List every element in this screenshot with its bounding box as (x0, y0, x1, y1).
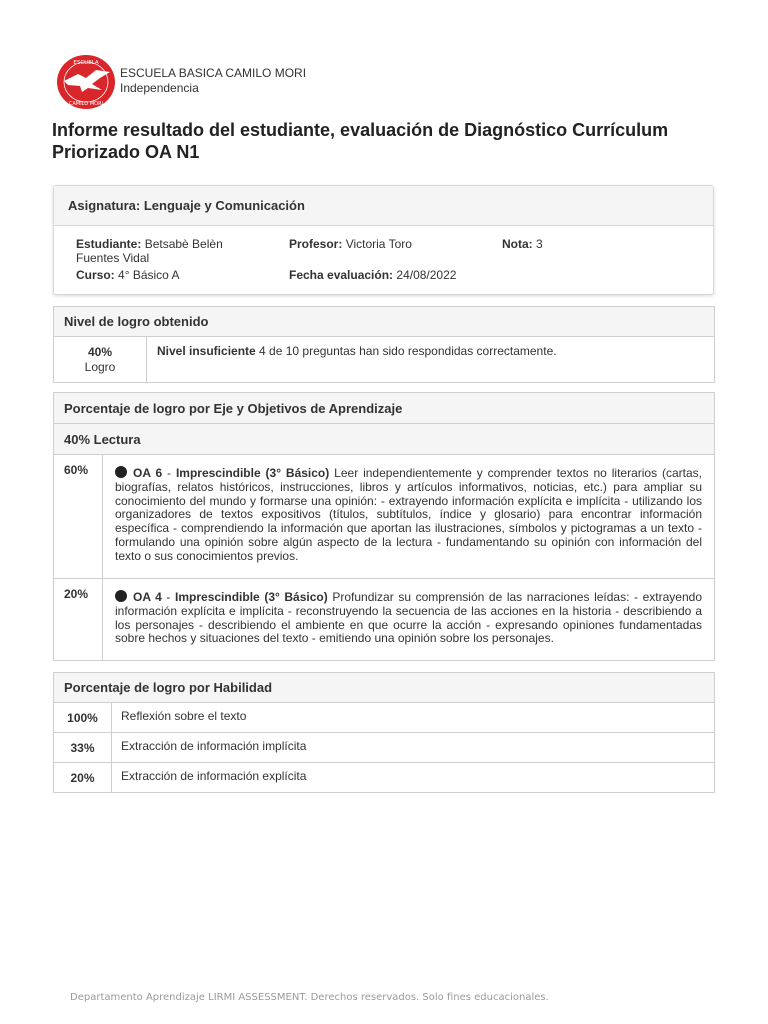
skills-table (53, 672, 715, 793)
student-name: Betsabè Belèn Fuentes Vidal (76, 237, 223, 265)
school-logo (56, 54, 116, 110)
objective-code: OA 4 (133, 590, 162, 604)
subject-heading: Asignatura: Lenguaje y Comunicación (54, 186, 713, 226)
achievement-description-cell (147, 337, 715, 383)
logo-text-top: ESCUELA (73, 60, 99, 66)
skill-row (54, 733, 715, 763)
achievement-percent: 40% (87, 344, 113, 359)
skill-label: Reflexión sobre el texto (112, 703, 715, 733)
achievement-percent-label: Logro (84, 359, 116, 374)
skill-row (54, 763, 715, 793)
teacher-label: Profesor: (289, 237, 343, 251)
objective-description: Leer independientemente y comprender textos no literarios (cartas, biografías, relatos históricos, instrucciones, libros y artículos informativos, noticias, etc.) para ampliar su conocimiento del mundo y formarse una opinión: - extrayendo información explícita e implícita - utilizando los organizadores de textos expositivos (títulos, subtítulos, índice y glosario) para encontrar información específica - comprendiendo la información que aportan las ilustraciones, símbolos y pictogramas a un texto - formulando una opinión sobre algún aspecto de la lectura - fundamentando su opinión con información del texto o sus conocimientos previos. (115, 466, 703, 563)
bullet-icon (115, 590, 127, 602)
school-city: Independencia (120, 81, 199, 95)
skill-percent: 100% (54, 703, 112, 733)
objective-text: OA 6 - Imprescindible (3° Básico) Leer independientemente y comprender textos no literarios (cartas, biografías, relatos históricos, instrucciones, libros y artículos informativos, noticias, etc.) para ampliar su conocimiento del mundo y formarse una opinión: - extrayendo información explícita e implícita - utilizando los organizadores de textos expositivos (títulos, subtítulos, índice y glosario) para encontrar información específica - comprendiendo la información que aportan las ilustraciones, símbolos y pictogramas a un texto - formulando una opinión sobre algún aspecto de la lectura - fundamentando su opinión con información del texto o sus conocimientos previos. (103, 455, 715, 579)
objective-tag: Imprescindible (3° Básico) (175, 590, 328, 604)
grade-field (502, 237, 543, 251)
skill-label: Extracción de información implícita (112, 733, 715, 763)
objective-percent: 20% (54, 579, 103, 661)
skill-percent: 33% (54, 733, 112, 763)
date-label: Fecha evaluación: (289, 268, 394, 282)
achievement-heading: Nivel de logro obtenido (54, 307, 715, 337)
achievement-percent-cell (54, 337, 147, 383)
date-value: 24/08/2022 (396, 268, 457, 282)
objectives-heading: Porcentaje de logro por Eje y Objetivos de Aprendizaje (54, 393, 715, 424)
teacher-name: Victoria Toro (345, 237, 412, 251)
course-label: Curso: (76, 268, 115, 282)
bullet-icon (115, 466, 127, 478)
objective-description: Profundizar su comprensión de las narraciones leídas: - extrayendo información explícita e implícita - reconstruyendo la secuencia de las acciones en la historia - describiendo a los personajes - describiendo el ambiente en que ocurre la acción - expresando opiniones fundamentadas sobre hechos y situaciones del texto - emitiendo una opinión sobre los personajes. (115, 590, 703, 646)
student-info-body (54, 226, 713, 294)
footer-text: Departamento Aprendizaje LIRMI ASSESSMENT. Derechos reservados. Solo fines educacionales. (70, 992, 549, 1003)
objective-row (54, 455, 715, 579)
skill-percent: 20% (54, 763, 112, 793)
skill-label: Extracción de información explícita (112, 763, 715, 793)
teacher-field (289, 237, 412, 251)
objectives-table (53, 392, 715, 661)
grade-label: Nota: (502, 237, 533, 251)
achievement-description: 4 de 10 preguntas han sido respondidas correctamente. (259, 344, 557, 358)
course-field (76, 268, 180, 282)
school-name: ESCUELA BASICA CAMILO MORI (120, 66, 307, 80)
objective-code: OA 6 (133, 466, 163, 480)
school-header (56, 54, 716, 110)
student-field (76, 237, 256, 265)
student-info-card (53, 185, 714, 295)
objective-tag: Imprescindible (3° Básico) (175, 466, 330, 480)
objective-text: OA 4 - Imprescindible (3° Básico) Profundizar su comprensión de las narraciones leídas: - extrayendo información explícita e implícita - reconstruyendo la secuencia de las acciones en la historia - describiendo a los personajes - describiendo el ambiente en que ocurre la acción - expresando opiniones fundamentadas sobre hechos y situaciones del texto - emitiendo una opinión sobre los personajes. (103, 579, 715, 661)
skill-row (54, 703, 715, 733)
skills-heading: Porcentaje de logro por Habilidad (54, 673, 715, 703)
objective-row (54, 579, 715, 661)
grade-value: 3 (536, 237, 543, 251)
achievement-table (53, 306, 715, 383)
course-value: 4° Básico A (118, 268, 180, 282)
objective-percent: 60% (54, 455, 103, 579)
date-field (289, 268, 456, 282)
logo-text-bottom: CAMILO MORI (68, 101, 104, 107)
axis-subheading: 40% Lectura (54, 424, 715, 455)
student-label: Estudiante: (76, 237, 142, 251)
report-title: Informe resultado del estudiante, evaluación de Diagnóstico Currículum Priorizado OA N1 (52, 120, 669, 162)
achievement-level: Nivel insuficiente (157, 344, 256, 358)
